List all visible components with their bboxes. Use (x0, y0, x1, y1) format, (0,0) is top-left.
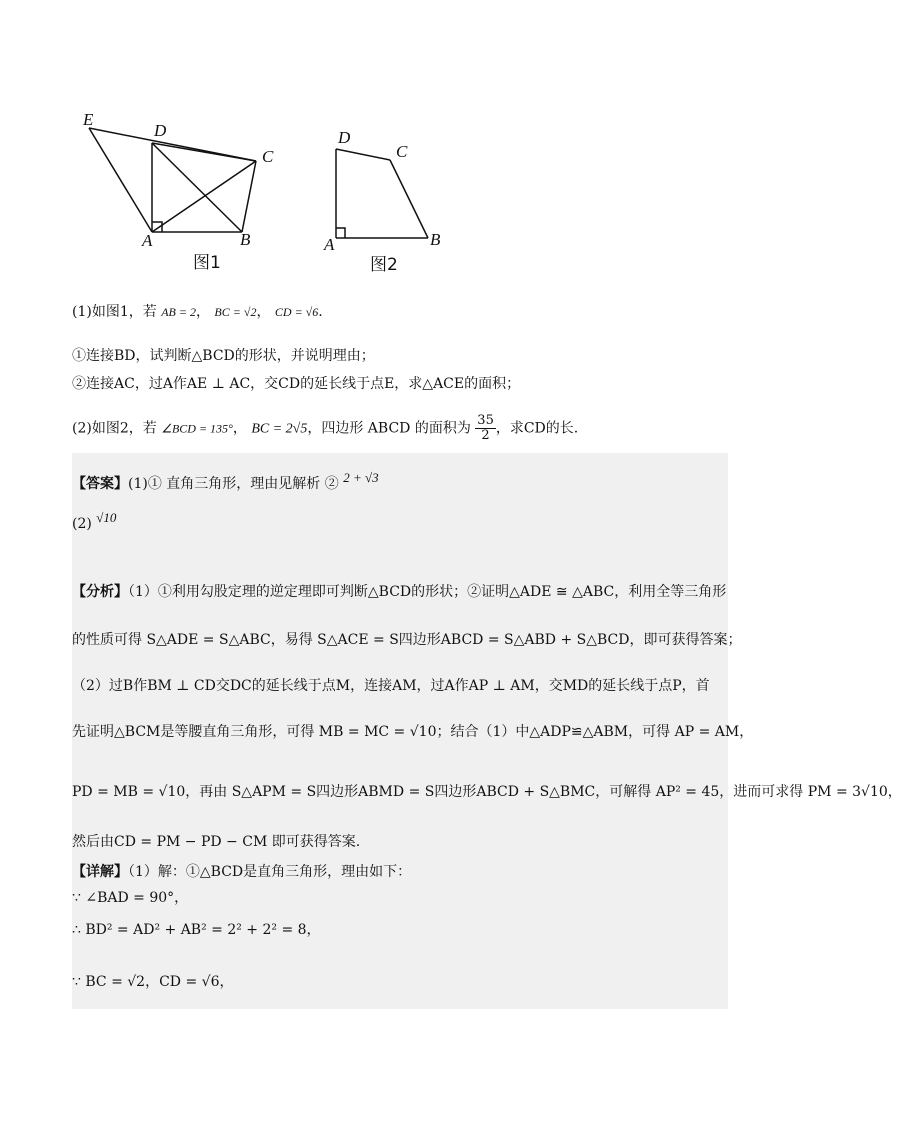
fig1-label-d: D (154, 121, 167, 140)
detail-line-3: ∴ BD² = AD² + AB² = 2² + 2² = 8， (72, 922, 321, 938)
analysis-text-1: （1）①利用勾股定理的逆定理即可判断△BCD的形状；②证明△ADE ≅ △ABC，利用全等三角形 (128, 584, 727, 600)
problem-part-2-prefix: (2)如图2，若 (72, 420, 157, 437)
fig2-label-c: C (396, 142, 408, 161)
figure-2-diagram (320, 105, 460, 280)
detail-text-1: （1）解：①△BCD是直角三角形，理由如下： (128, 864, 412, 880)
detail-line-2: ∵ ∠BAD = 90°， (72, 890, 189, 906)
answer-1-text: (1)① 直角三角形，理由见解析 ② (128, 476, 339, 492)
question-2: ②连接AC，过A作AE ⊥ AC，交CD的延长线于点E，求△ACE的面积； (72, 376, 521, 392)
fig2-label-d: D (338, 128, 351, 147)
analysis-line-4: 先证明△BCM是等腰直角三角形，可得 MB = MC = √10；结合（1）中△ADP≌△ABM，可得 AP = AM， (72, 724, 754, 740)
detail-line-1 (72, 862, 411, 882)
given-bc: BC = √2 (214, 305, 257, 319)
given-bc-2: BC = 2√5 (251, 421, 308, 437)
answer-2-prefix: (2) (72, 516, 92, 532)
fig1-label-b: B (240, 230, 251, 249)
fig2-label-a: A (324, 235, 335, 254)
figure-1-diagram (80, 105, 300, 280)
figure-1-caption: 图1 (193, 253, 221, 273)
analysis-line-6: 然后由CD = PM − PD − CM 即可获得答案. (72, 834, 361, 850)
problem-part-2: (2)如图2，若 ∠BCD = 135°， BC = 2√5，四边形 ABCD 的面积为 $\frac{35}{2}$ ，求CD的长. (72, 413, 579, 443)
area-fraction-denominator: 2 (481, 428, 490, 443)
fig1-label-a: A (142, 231, 153, 250)
given-angle-bcd: ∠BCD = 135° (161, 421, 233, 436)
answer-2-value: √10 (96, 510, 117, 525)
figure-1 (80, 105, 300, 284)
analysis-line-1 (72, 582, 726, 602)
problem-part-1-prefix: (1)如图1，若 (72, 304, 157, 320)
problem-part-2-end: ，求CD的长. (495, 420, 579, 437)
given-ab: AB = 2 (161, 305, 196, 319)
answer-label: 【答案】 (72, 476, 128, 492)
detail-label: 【详解】 (72, 864, 128, 880)
analysis-line-5: PD = MB = √10，再由 S△APM = S四边形ABMD = S四边形ABCD + S△BMC，可解得 AP² = 45，进而可求得 PM = 3√10， (72, 784, 902, 800)
fig1-label-e: E (83, 110, 94, 129)
analysis-line-2: 的性质可得 S△ADE = S△ABC，易得 S△ACE = S四边形ABCD = S△ABD + S△BCD，即可获得答案； (72, 632, 742, 648)
answer-line-2 (72, 508, 116, 534)
figure-2-caption: 图2 (370, 255, 398, 275)
answer-line-1 (72, 468, 379, 494)
question-1: ①连接BD，试判断△BCD的形状，并说明理由； (72, 348, 375, 364)
detail-line-4: ∵ BC = √2，CD = √6， (72, 974, 234, 990)
fig1-label-c: C (262, 147, 274, 166)
problem-part-2-middle: ，四边形 ABCD 的面积为 (307, 420, 471, 437)
fig2-label-b: B (430, 230, 441, 249)
given-cd: CD = √6 (274, 305, 319, 319)
area-fraction-numerator: 35 (477, 413, 494, 428)
problem-part-1-given: (1)如图1，若 AB = 2， BC = √2， CD = √6. (72, 304, 323, 320)
analysis-label: 【分析】 (72, 584, 128, 600)
answer-1-value: 2 + √3 (343, 470, 379, 485)
figure-2 (320, 105, 460, 284)
analysis-line-3: （2）过B作BM ⊥ CD交DC的延长线于点M，连接AM，过A作AP ⊥ AM，交MD的延长线于点P，首 (72, 678, 710, 694)
area-fraction (475, 414, 496, 443)
